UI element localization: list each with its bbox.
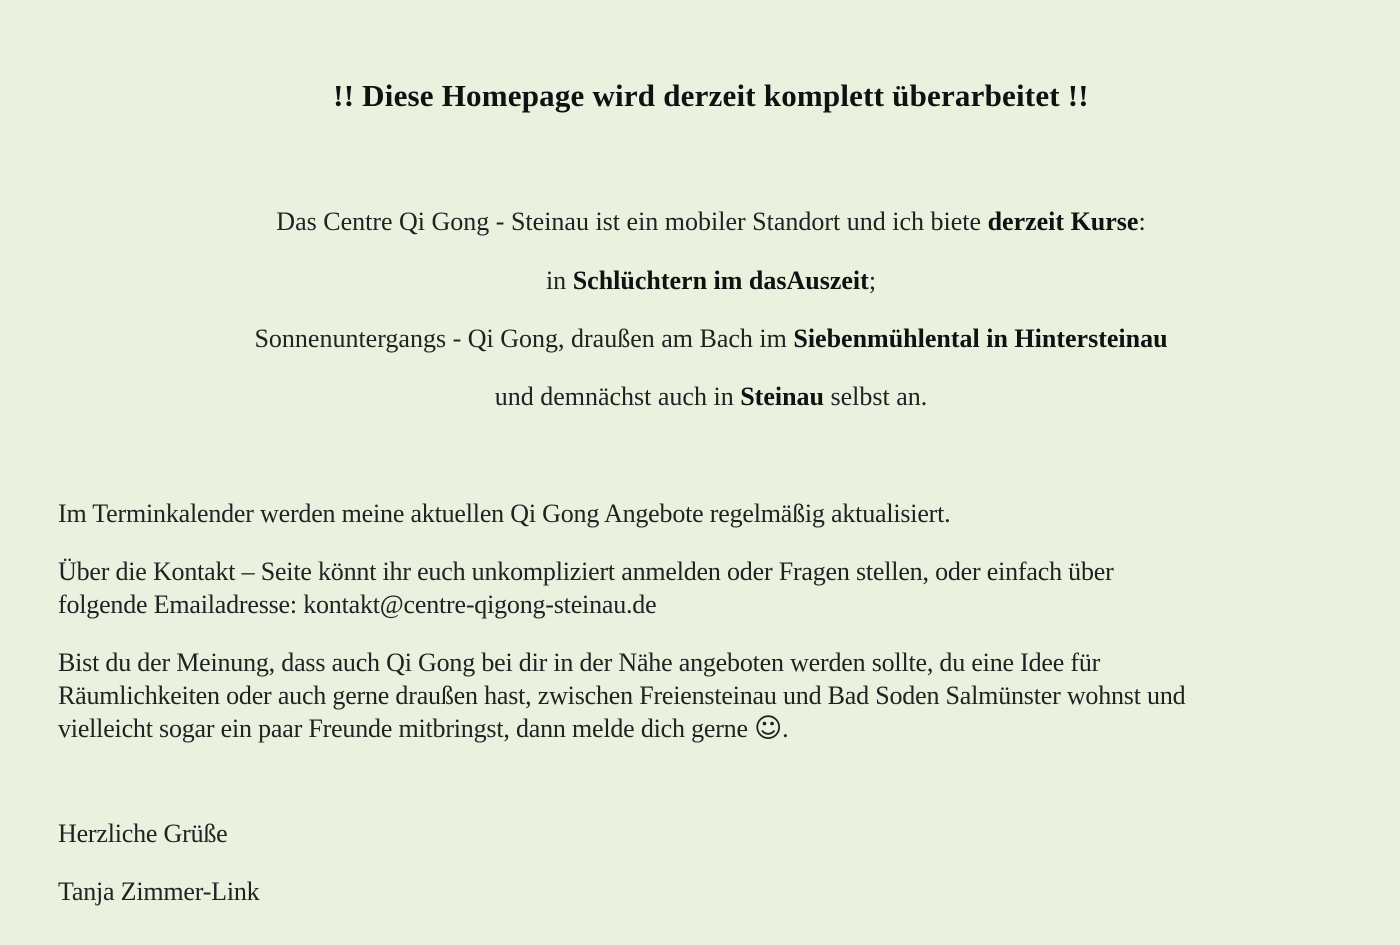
- intro-line-3-text: Sonnenuntergangs - Qi Gong, draußen am Bach im: [254, 324, 794, 353]
- offer-line-2: Räumlichkeiten oder auch gerne draußen hast, zwischen Freiensteinau und Bad Soden Salmünster wohnst und: [58, 681, 1186, 710]
- intro-line-3: [0, 322, 1400, 356]
- contact-line-2: folgende Emailadresse: kontakt@centre-qigong-steinau.de: [58, 590, 657, 619]
- intro-line-2-end: ;: [868, 266, 877, 295]
- signature: Tanja Zimmer-Link: [58, 877, 260, 906]
- intro-line-3-bold: Siebenmühlental in Hintersteinau: [793, 324, 1168, 353]
- intro-line-4-text: und demnächst auch in: [494, 382, 741, 411]
- contact-line-1: Über die Kontakt – Seite könnt ihr euch unkompliziert anmelden oder Fragen stellen, oder einfach über: [58, 557, 1114, 586]
- offer-paragraph: [58, 646, 1378, 745]
- intro-line-1-bold: derzeit Kurse: [987, 207, 1139, 236]
- offer-line-1: Bist du der Meinung, dass auch Qi Gong bei dir in der Nähe angeboten werden sollte, du eine Idee für: [58, 648, 1101, 677]
- intro-line-2: [0, 264, 1400, 298]
- intro-line-4-bold: Steinau: [740, 382, 825, 411]
- closing-greeting: Herzliche Grüße: [58, 819, 228, 848]
- offer-line-3-text: vielleicht sogar ein paar Freunde mitbringst, dann melde dich gerne: [58, 714, 755, 743]
- offer-line-3-end: .: [782, 714, 789, 743]
- intro-line-2-bold: Schlüchtern im dasAuszeit: [572, 266, 869, 295]
- intro-line-4: [0, 380, 1400, 414]
- intro-line-1-text: Das Centre Qi Gong - Steinau ist ein mobiler Standort und ich biete: [276, 207, 988, 236]
- offer-line-3: [58, 712, 1378, 745]
- intro-line-2-text: in: [545, 266, 573, 295]
- intro-line-4-end: selbst an.: [824, 382, 928, 411]
- intro-line-1: [0, 205, 1400, 239]
- contact-paragraph: [58, 555, 1378, 621]
- smiley-icon: ☺: [754, 713, 783, 744]
- page-title: !! Diese Homepage wird derzeit komplett überarbeitet !!: [333, 78, 1089, 113]
- calendar-paragraph: Im Terminkalender werden meine aktuellen Qi Gong Angebote regelmäßig aktualisiert.: [58, 499, 951, 528]
- intro-line-1-end: :: [1138, 207, 1146, 236]
